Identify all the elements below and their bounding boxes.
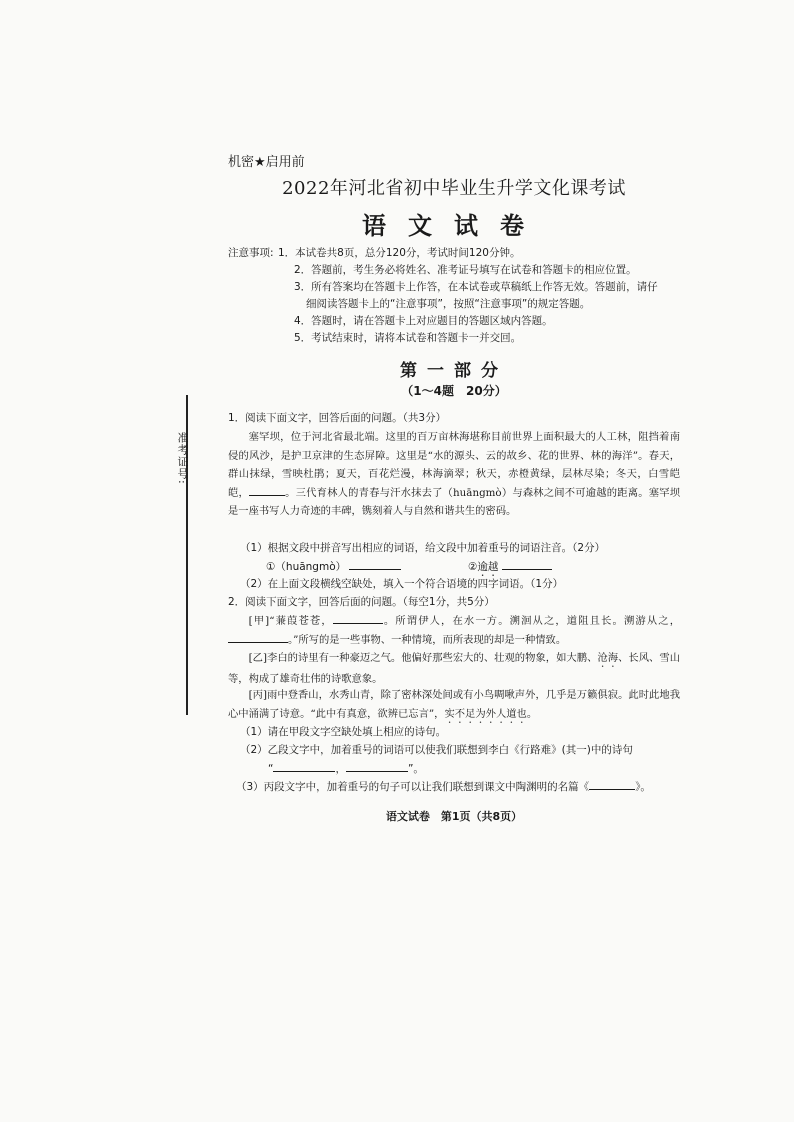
exam-title: 2022年河北省初中毕业生升学文化课考试	[282, 178, 626, 199]
q1-sub1-a	[266, 558, 401, 574]
confidential-mark: 机密★启用前	[228, 155, 305, 170]
q2-bing-part2: 。	[526, 707, 538, 720]
q2-sub3-close: 》。	[635, 781, 651, 793]
q1-passage-part2: 。三代育林人的青春与汗水抹去了（huāngmò）与森林之间不可逾越的距离。塞罕坝是一座书写人力奇迹的丰碑，镌刻着人与自然和谐共生的密码。	[228, 486, 680, 517]
page-footer: 语文试卷 第1页（共8页）	[385, 810, 523, 823]
q2-stem: 2．阅读下面文字，回答后面的问题。（每空1分，共5分）	[228, 596, 495, 608]
candidate-number-label: 准考证号:	[176, 432, 189, 485]
q2-yi-marked: 沧海	[597, 652, 619, 664]
q2-jia-part1: [甲]“蒹葭苍苍，	[248, 615, 333, 627]
q1-passage-blank	[249, 484, 285, 496]
q1-stem: 1．阅读下面文字，回答后面的问题。（共3分）	[228, 412, 447, 424]
q2-sub3-text: （3）丙段文字中，加着重号的句子可以让我们联想到课文中陶渊明的名篇《	[236, 781, 590, 793]
q2-passage-bing	[228, 686, 680, 726]
q2-sub3-blank	[589, 778, 635, 790]
q2-bing-part1: [丙]雨中登香山，水秀山青，除了密林深处间或有小鸟啁啾声外，几乎是万籁俱寂。此时此地我心中涌满了诗意。“此中有真意，欲辨已忘言”，	[228, 689, 680, 720]
part-subtitle: （1～4题 20分）	[401, 384, 507, 398]
q2-sub2-comma: ，	[335, 763, 346, 775]
paper-title: 语文试卷	[362, 212, 546, 240]
part-title: 第一部分	[400, 361, 508, 381]
note-item-2: 2．答题前，考生务必将姓名、准考证号填写在试卷和答题卡的相应位置。	[294, 264, 637, 276]
q1-sub1-b-blank	[502, 558, 552, 570]
q2-sub2-close-quote: ”。	[407, 763, 424, 775]
q1-sub1-b-num: ②	[468, 561, 478, 573]
q1-passage-part1: 塞罕坝，位于河北省最北端。这里的百万亩林海堪称目前世界上面积最大的人工林，阻挡着南侵的风沙，是护卫京津的生态屏障。这里是“水的源头、云的故乡、花的世界、林的海洋”。春天，群山抹绿，雪映杜鹃；夏天，百花烂漫，林海滴翠；秋天，赤橙黄绿，层林尽染；冬天，白雪皑皑，	[228, 431, 680, 499]
q2-sub1: （1）请在甲段文字空缺处填上相应的诗句。	[240, 726, 447, 738]
q2-sub3	[236, 778, 651, 794]
q2-jia-blank-2	[228, 631, 288, 643]
q2-yi-part2: 、长风、雪山等，构成了雄奇壮伟的诗歌意象。	[228, 652, 681, 685]
note-item-1: 1．本试卷共8页，总分120分，考试时间120分钟。	[278, 247, 521, 259]
note-item-3-cont: 细阅读答题卡上的“注意事项”，按照“注意事项”的规定答题。	[306, 298, 591, 310]
q2-jia-part3: 。”所写的是一些事物、一种情境，而所表现的却是一种情致。	[288, 633, 567, 646]
q2-bing-marked: 实不足为外人道也	[444, 707, 527, 720]
q2-yi-part1: [乙]李白的诗里有一种豪迈之气。他偏好那些宏大的、壮观的物象，如大鹏、	[248, 652, 598, 664]
q2-sub2: （2）乙段文字中，加着重号的词语可以使我们联想到李白《行路难》(其一)中的诗句	[240, 744, 633, 756]
q2-sub2-blank-2	[346, 760, 408, 772]
q2-sub2-open-quote: “	[268, 763, 274, 775]
q1-sub1-a-label: ①（huāngmò）	[266, 561, 347, 573]
exam-notes	[228, 245, 680, 347]
q2-sub2-line	[268, 760, 424, 776]
q1-sub1-a-blank	[349, 558, 401, 570]
notes-heading: 注意事项:	[228, 247, 274, 259]
q2-jia-part2: 。所谓伊人，在水一方。溯洄从之，道阻且长。溯游从之，	[382, 615, 680, 627]
q2-passage-yi	[228, 649, 680, 689]
q2-passage-jia	[228, 612, 680, 649]
q2-sub2-blank-1	[273, 760, 335, 772]
q1-sub1: （1）根据文段中拼音写出相应的词语，给文段中加着重号的词语注音。（2分）	[240, 542, 606, 554]
q1-sub1-b-word: 逾越	[477, 561, 499, 573]
note-item-4: 4．答题时，请在答题卡上对应题目的答题区域内答题。	[294, 315, 553, 327]
note-item-5: 5．考试结束时，请将本试卷和答题卡一并交回。	[294, 332, 522, 344]
note-item-3: 3．所有答案均在答题卡上作答，在本试卷或草稿纸上作答无效。答题前，请仔	[294, 281, 658, 293]
q2-jia-blank-1	[333, 612, 383, 624]
q1-passage	[228, 428, 680, 521]
q1-sub2: （2）在上面文段横线空缺处，填入一个符合语境的四字词语。（1分）	[240, 578, 564, 590]
